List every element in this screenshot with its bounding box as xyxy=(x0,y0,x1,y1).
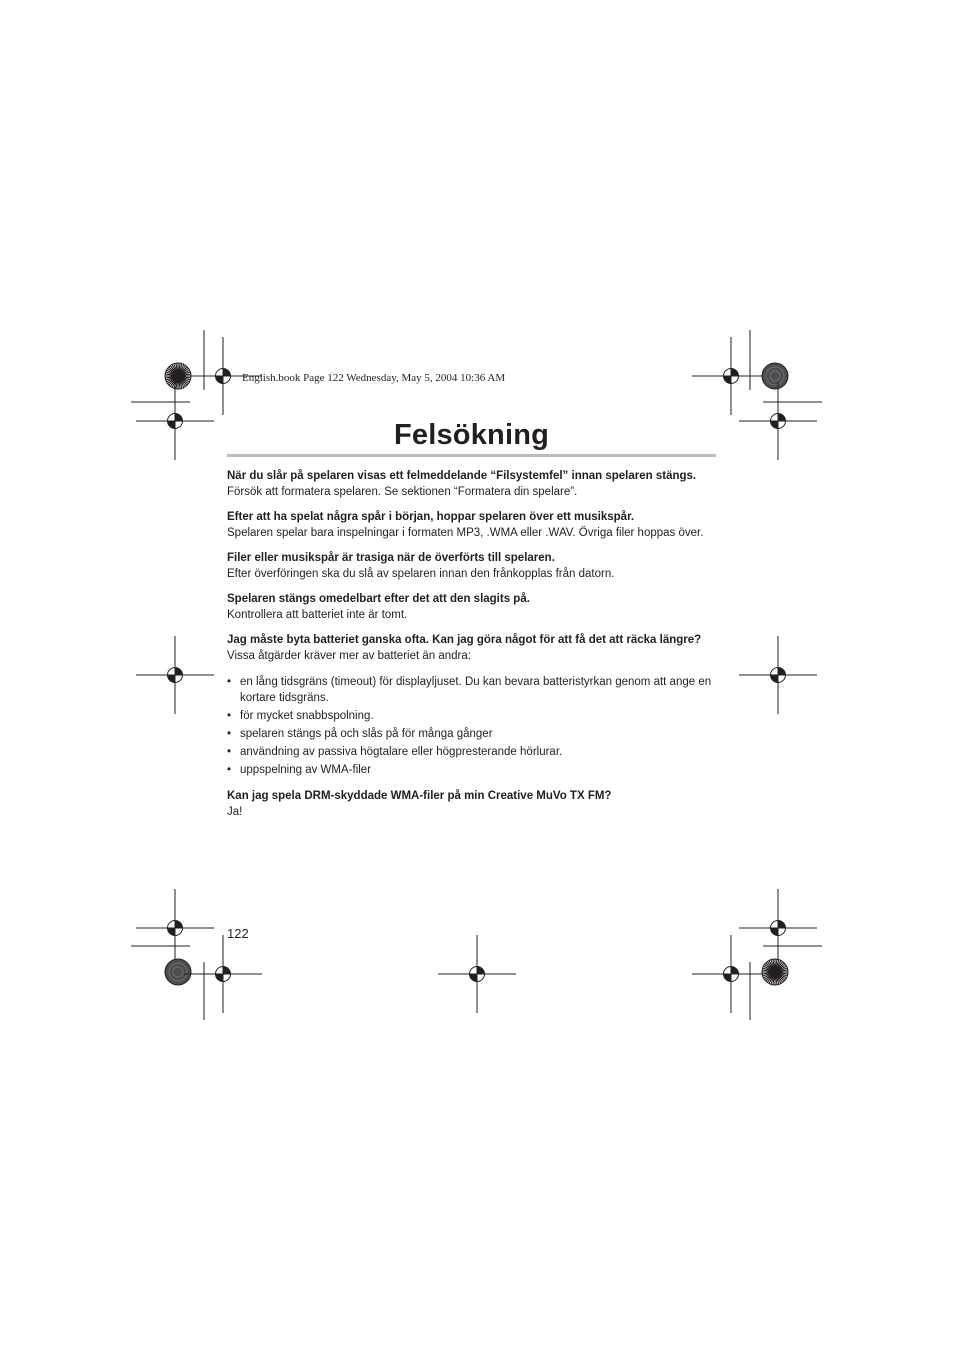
faq-answer: Försök att formatera spelaren. Se sektionen “Formatera din spelare”. xyxy=(227,486,578,498)
faq-answer: Kontrollera att batteriet inte är tomt. xyxy=(227,609,408,621)
faq-question: Kan jag spela DRM-skyddade WMA-filer på min Creative MuVo TX FM? xyxy=(227,790,612,802)
faq-item xyxy=(227,592,719,622)
faq-answer: Vissa åtgärder kräver mer av batteriet än andra: xyxy=(227,650,471,662)
faq-question: Spelaren stängs omedelbart efter det att den slagits på. xyxy=(227,593,530,605)
list-item: • spelaren stängs på och slås på för många gånger xyxy=(227,726,719,742)
faq-item xyxy=(227,633,719,778)
page-number: 122 xyxy=(227,926,249,941)
faq-item xyxy=(227,510,719,540)
battery-drain-list xyxy=(227,674,719,778)
list-item: • användning av passiva högtalare eller högpresterande hörlurar. xyxy=(227,744,719,760)
list-item: • en lång tidsgräns (timeout) för displayljuset. Du kan bevara batteristyrkan genom att ange en kortare tidsgräns. xyxy=(227,674,719,706)
print-header-slug: English.book Page 122 Wednesday, May 5, 2004 10:36 AM xyxy=(242,372,506,384)
faq-question: Efter att ha spelat några spår i början, hoppar spelaren över ett musikspår. xyxy=(227,511,635,523)
faq-item xyxy=(227,551,719,581)
faq-answer: Spelaren spelar bara inspelningar i formaten MP3, .WMA eller .WAV. Övriga filer hoppas över. xyxy=(227,527,704,539)
faq-item xyxy=(227,469,719,499)
title-underline xyxy=(227,454,716,457)
list-item: • uppspelning av WMA-filer xyxy=(227,762,719,778)
faq-answer: Efter överföringen ska du slå av spelaren innan den frånkopplas från datorn. xyxy=(227,568,615,580)
faq-question: När du slår på spelaren visas ett felmeddelande “Filsystemfel” innan spelaren stängs. xyxy=(227,470,697,482)
page-title: Felsökning xyxy=(393,419,550,451)
faq-answer: Ja! xyxy=(227,806,243,818)
faq-question: Filer eller musikspår är trasiga när de överförts till spelaren. xyxy=(227,552,555,564)
troubleshooting-content xyxy=(227,469,719,830)
faq-item xyxy=(227,789,719,819)
faq-question: Jag måste byta batteriet ganska ofta. Kan jag göra något för att få det att räcka längre? xyxy=(227,634,702,646)
list-item: • för mycket snabbspolning. xyxy=(227,708,719,724)
